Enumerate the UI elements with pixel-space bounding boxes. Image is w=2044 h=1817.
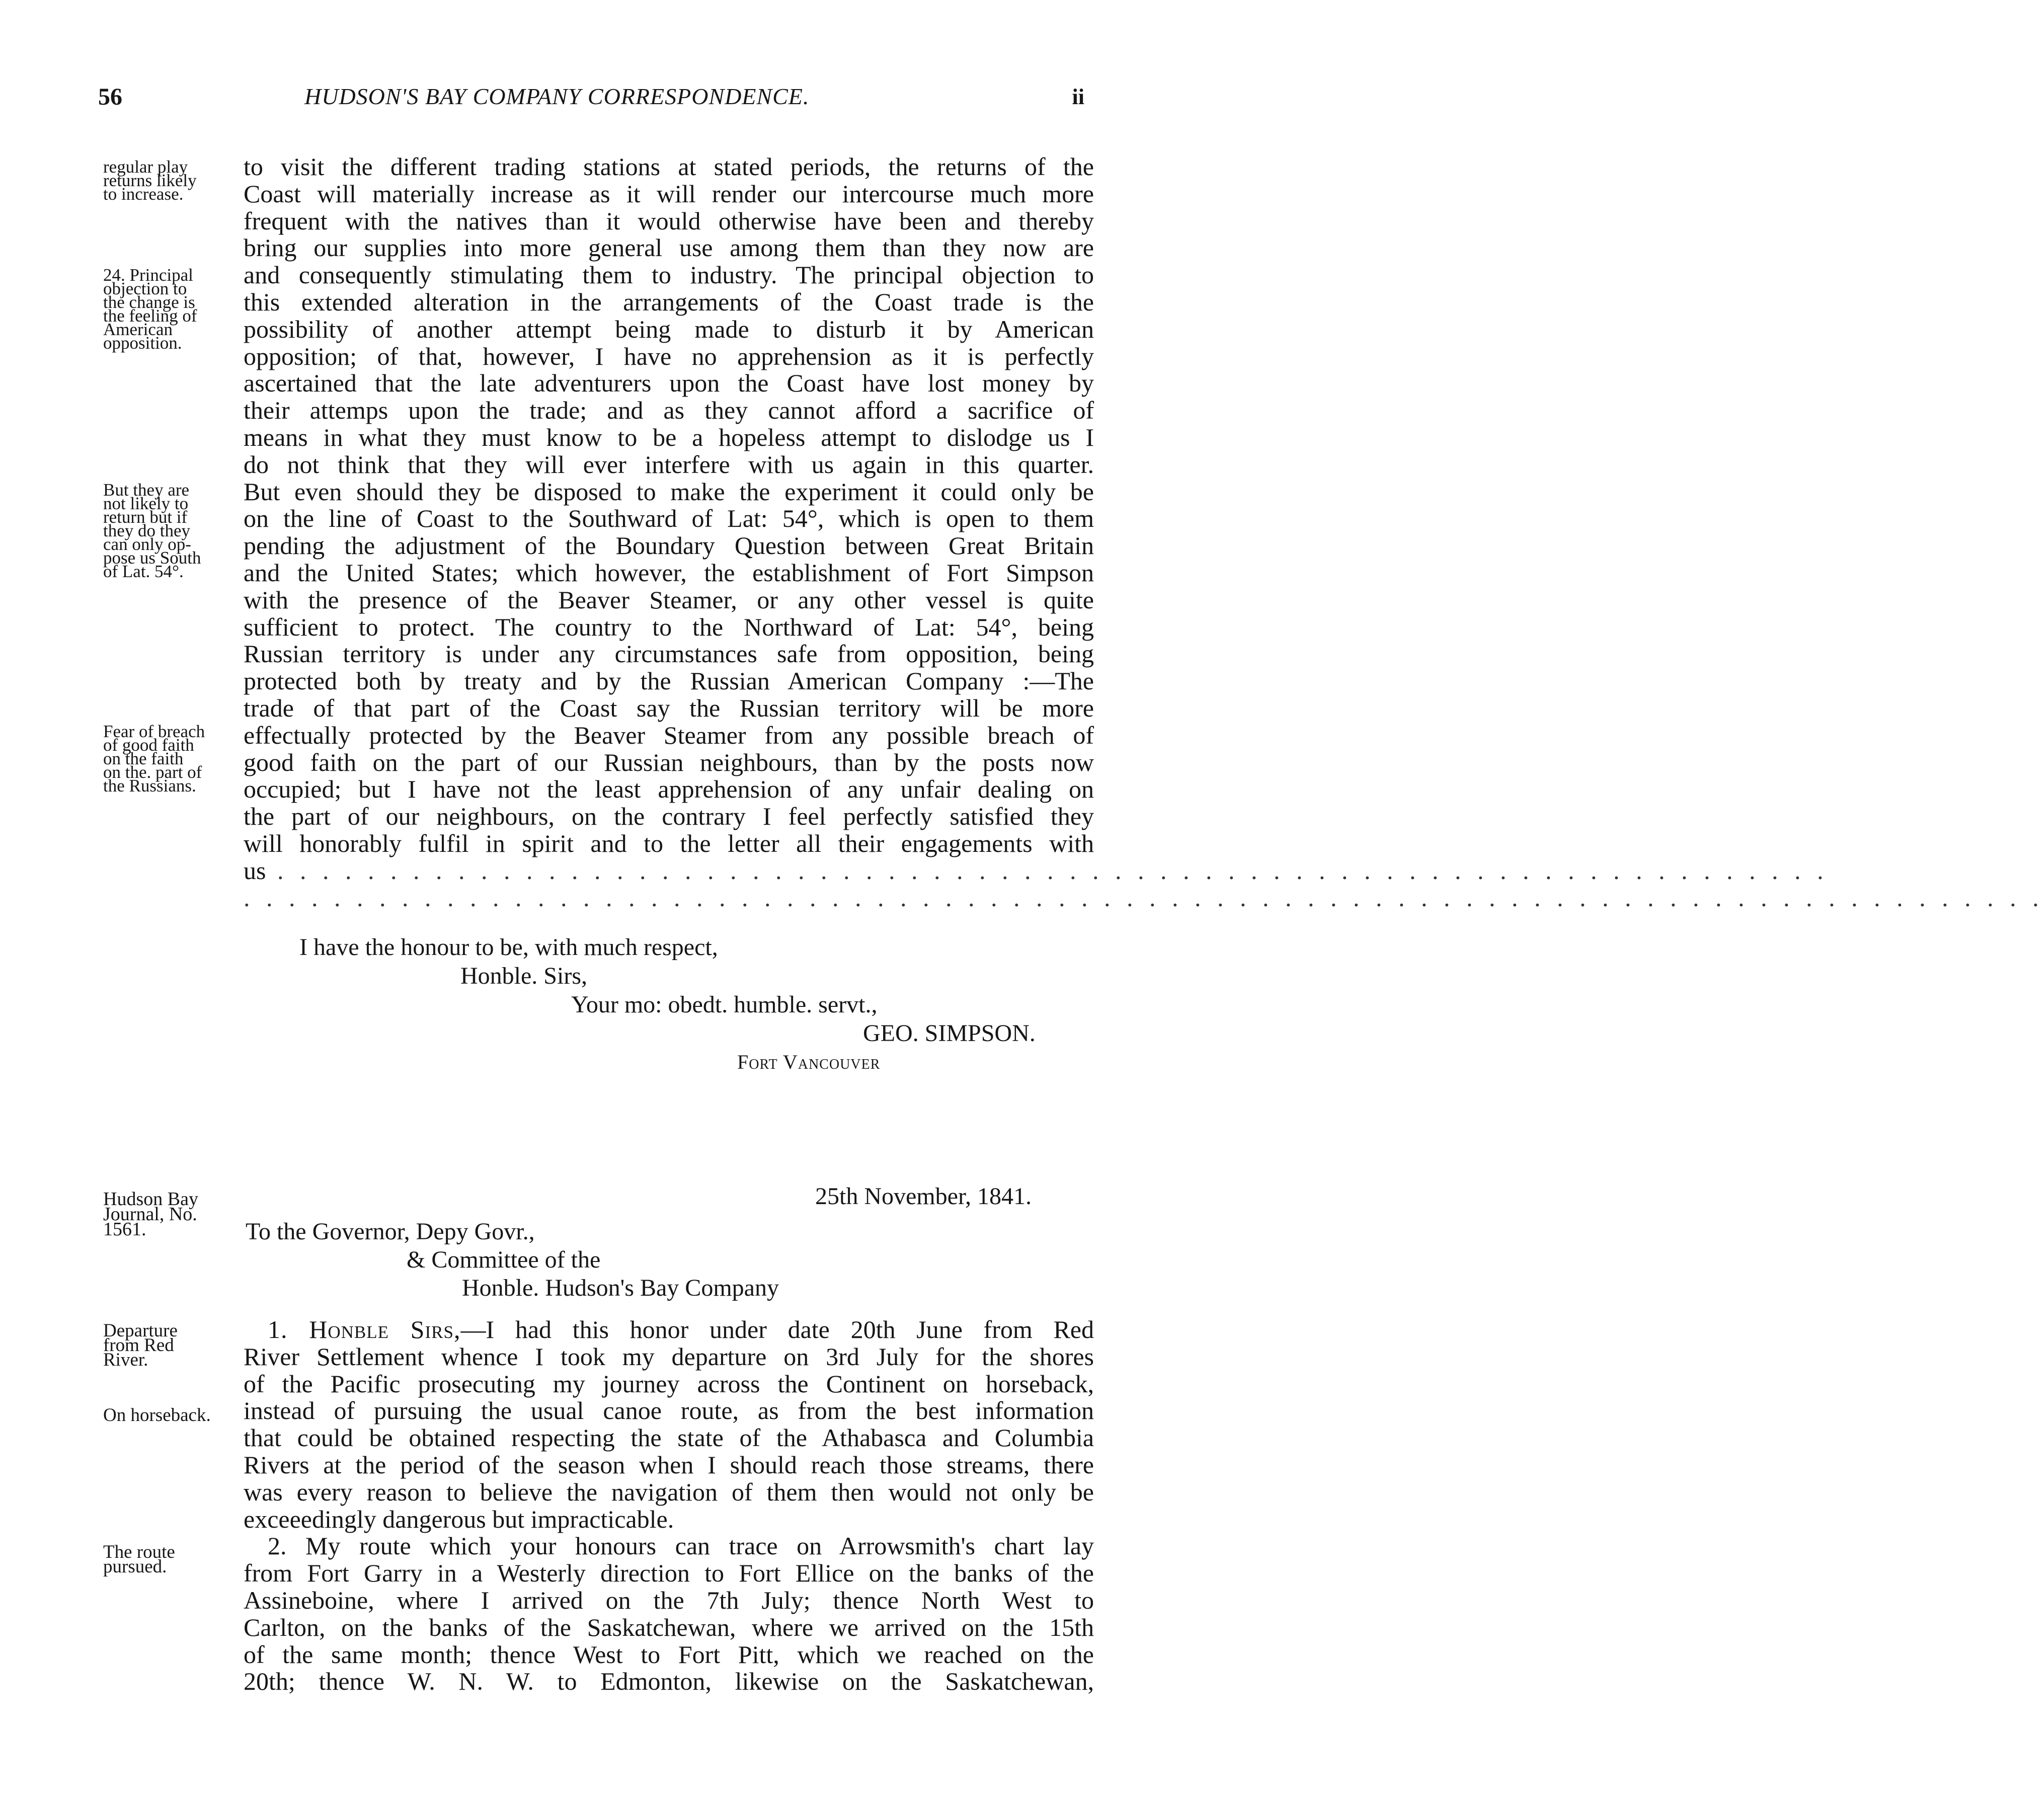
ellipsis-dots: . . . . . . . . . . . . . . . . . . . . . . . . . . . . . . . . . . . . . . . . . . . . . . . . . . . . . . . . . . . . . . . . . . . . . xyxy=(266,856,1829,885)
body-line: 20th; thence W. N. W. to Edmonton, likewise on the Saskatchewan, xyxy=(244,1667,1094,1696)
letter-body-continued xyxy=(244,152,2044,912)
body-line: Russian territory is under any circumstances safe from opposition, being xyxy=(244,640,1094,668)
running-header xyxy=(98,83,1094,118)
address-line-3: Honble. Hudson's Bay Company xyxy=(462,1275,779,1301)
body-line: Rivers at the period of the season when I should reach those streams, there xyxy=(244,1450,1094,1479)
letter-date: 25th November, 1841. xyxy=(815,1183,1032,1210)
margin-note-horseback: On horseback. xyxy=(103,1405,211,1426)
body-line-salutation xyxy=(244,1316,1094,1344)
body-line: and consequently stimulating them to industry. The principal objection to xyxy=(244,261,1094,289)
body-line: occupied; but I have not the least apprehension of any unfair dealing on xyxy=(244,775,1094,804)
body-line: the part of our neighbours, on the contrary I feel perfectly satisfied they xyxy=(244,802,1094,831)
margin-note-principal-objection: 24. Principal objection to the change is the feeling of American opposition. xyxy=(103,265,197,353)
body-line: on the line of Coast to the Southward of Lat: 54°, which is open to them xyxy=(244,504,1094,533)
body-line: Carlton, on the banks of the Saskatchewan, where we arrived on the 15th xyxy=(244,1613,1094,1641)
signature: GEO. SIMPSON. xyxy=(863,1020,1036,1047)
address-line-2: & Committee of the xyxy=(407,1246,601,1273)
margin-note-departure: Departure from Red River. xyxy=(103,1320,178,1370)
body-line: will honorably fulfil in spirit and to the letter all their engagements with xyxy=(244,829,1094,857)
body-line: Coast will materially increase as it will render our intercourse much more xyxy=(244,179,1094,208)
body-line: do not think that they will ever interfere with us again in this quarter. xyxy=(244,450,1094,479)
section-number: ii xyxy=(1072,85,1084,109)
margin-note-good-faith: Fear of breach of good faith on the faith on the. part of the Russians. xyxy=(103,722,205,796)
body-line: of the same month; thence West to Fort Pitt, which we reached on the xyxy=(244,1640,1094,1669)
body-line: ascertained that the late adventurers upon the Coast have lost money by xyxy=(244,369,1094,398)
body-line: pending the adjustment of the Boundary Question between Great Britain xyxy=(244,531,1094,560)
body-line: bring our supplies into more general use among them than they now are xyxy=(244,233,1094,262)
body-line: from Fort Garry in a Westerly direction to Fort Ellice on the banks of the xyxy=(244,1559,1094,1588)
body-line: River Settlement whence I took my departure on 3rd July for the shores xyxy=(244,1342,1094,1371)
body-line: good faith on the part of our Russian neighbours, than by the posts now xyxy=(244,748,1094,776)
body-line: means in what they must know to be a hopeless attempt to dislodge us I xyxy=(244,423,1094,451)
address-line-1: To the Governor, Depy Govr., xyxy=(246,1218,535,1245)
margin-note-south-of-lat: But they are not likely to return but if they do they can only op- pose us South of Lat. 54°. xyxy=(103,480,201,581)
salutation: 1. Honble Sirs, xyxy=(268,1315,461,1344)
margin-note-journal-ref: Hudson Bay Journal, No. 1561. xyxy=(103,1189,198,1240)
body-line: possibility of another attempt being made to disturb it by American xyxy=(244,314,1094,343)
body-line: opposition; of that, however, I have no apprehension as it is perfectly xyxy=(244,342,1094,370)
body-line: trade of that part of the Coast say the Russian territory will be more xyxy=(244,693,1094,722)
body-line: with the presence of the Beaver Steamer, or any other vessel is quite xyxy=(244,585,1094,614)
body-line: was every reason to believe the navigation of them then would not only be xyxy=(244,1477,1094,1506)
body-line: 2. My route which your honours can trace on Arrowsmith's chart lay xyxy=(268,1532,1094,1560)
body-line: and the United States; which however, the establishment of Fort Simpson xyxy=(244,558,1094,587)
place-of-writing: Fort Vancouver xyxy=(737,1051,881,1073)
body-line: that could be obtained respecting the state of the Athabasca and Columbia xyxy=(244,1424,1094,1452)
body-line: their attemps upon the trade; and as they cannot afford a sacrifice of xyxy=(244,396,1094,425)
body-line: to visit the different trading stations at stated periods, the returns of the xyxy=(244,152,1094,181)
body-line-text: us xyxy=(244,856,266,885)
running-title: HUDSON'S BAY COMPANY CORRESPONDENCE. xyxy=(304,84,810,109)
ellipsis-dots: . . . . . . . . . . . . . . . . . . . . . . . . . . . . . . . . . . . . . . . . . . . . . . . . . . . . . . . . . . . . . . . . . . . . . . . . . . . . . . . . xyxy=(244,883,2044,912)
body-line: sufficient to protect. The country to the Northward of Lat: 54°, being xyxy=(244,612,1094,641)
closing-line-1: I have the honour to be, with much respect, xyxy=(299,934,718,961)
margin-note-route: The route pursued. xyxy=(103,1542,175,1577)
body-line: effectually protected by the Beaver Steamer from any possible breach of xyxy=(244,721,1094,749)
body-line: frequent with the natives than it would otherwise have been and thereby xyxy=(244,206,1094,235)
body-line-final xyxy=(244,856,1829,885)
body-line-text: —I had this honor under date 20th June from Red xyxy=(460,1315,1094,1344)
body-line: But even should they be disposed to make the experiment it could only be xyxy=(244,477,1094,506)
margin-note-returns: regular play returns likely to increase. xyxy=(103,157,197,204)
body-line: exceeedingly dangerous but impracticable. xyxy=(244,1505,674,1533)
body-line: of the Pacific prosecuting my journey across the Continent on horseback, xyxy=(244,1369,1094,1398)
body-line: instead of pursuing the usual canoe route, as from the best information xyxy=(244,1396,1094,1425)
body-line: protected both by treaty and by the Russian American Company :—The xyxy=(244,667,1094,695)
closing-line-3: Your mo: obedt. humble. servt., xyxy=(571,991,878,1018)
page-number: 56 xyxy=(98,84,122,110)
closing-line-2: Honble. Sirs, xyxy=(460,963,587,989)
body-line: this extended alteration in the arrangements of the Coast trade is the xyxy=(244,287,1094,316)
body-line: Assineboine, where I arrived on the 7th July; thence North West to xyxy=(244,1586,1094,1614)
letter-body-second xyxy=(244,1316,1094,1695)
